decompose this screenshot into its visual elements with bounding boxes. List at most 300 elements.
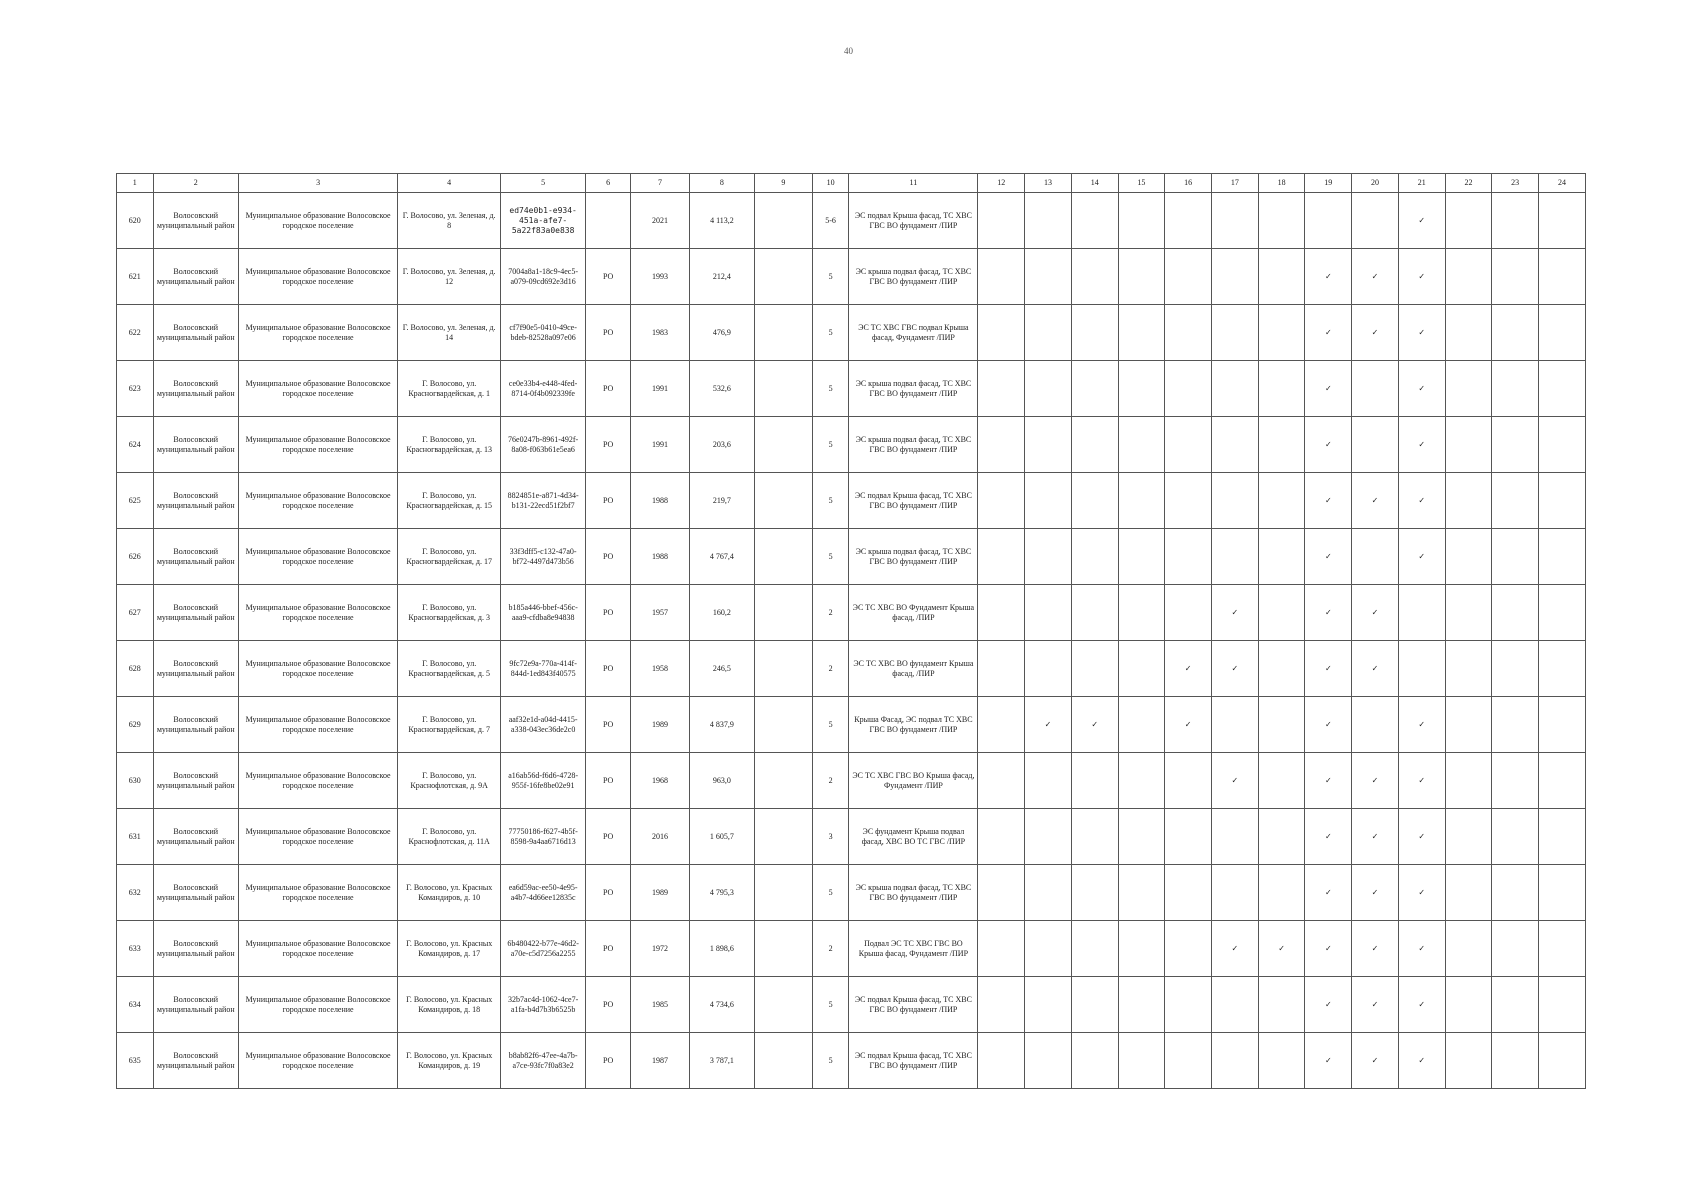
municipality-cell: Муниципальное образование Волосовское городское поселение [238,809,397,865]
empty-cell [1539,753,1586,809]
address-cell: Г. Волосово, ул. Красногвардейская, д. 3 [398,585,501,641]
municipality-cell: Муниципальное образование Волосовское городское поселение [238,865,397,921]
area-cell: 4 113,2 [689,193,754,249]
address-cell: Г. Волосово, ул. Красногвардейская, д. 15 [398,473,501,529]
guid-cell: 8824851e-a871-4d34-b131-22ecd51f2bf7 [500,473,585,529]
empty-cell [1258,585,1305,641]
municipality-cell: Муниципальное образование Волосовское городское поселение [238,361,397,417]
municipality-cell: Муниципальное образование Волосовское городское поселение [238,529,397,585]
empty-cell [1398,641,1445,697]
empty-cell [1492,305,1539,361]
empty-cell [1492,361,1539,417]
works-cell: ЭС ТС ХВС ГВС ВО Крыша фасад, Фундамент /ПИР [849,753,978,809]
empty-cell [1165,585,1212,641]
check-mark-icon: ✓ [1352,977,1399,1033]
empty-cell [1025,305,1072,361]
column-header: 2 [153,174,238,193]
works-cell: ЭС крыша подвал фасад, ТС ХВС ГВС ВО фундамент /ПИР [849,249,978,305]
guid-cell: 77750186-f627-4b5f-8598-9a4aa6716d13 [500,809,585,865]
floors-cell: 3 [812,809,849,865]
empty-cell [1539,697,1586,753]
empty-cell [1492,249,1539,305]
row-number: 620 [117,193,154,249]
empty-cell [754,809,812,865]
empty-cell [754,697,812,753]
empty-cell [1258,361,1305,417]
district-cell: Волосовский муниципальный район [153,865,238,921]
municipality-cell: Муниципальное образование Волосовское городское поселение [238,641,397,697]
floors-cell: 5 [812,977,849,1033]
works-cell: ЭС фундамент Крыша подвал фасад, ХВС ВО ТС ГВС /ПИР [849,809,978,865]
address-cell: Г. Волосово, ул. Красногвардейская, д. 13 [398,417,501,473]
district-cell: Волосовский муниципальный район [153,193,238,249]
empty-cell [1492,865,1539,921]
empty-cell [754,585,812,641]
empty-cell [1025,417,1072,473]
empty-cell [1352,529,1399,585]
year-cell: 1988 [630,529,689,585]
empty-cell [1071,1033,1118,1089]
check-mark-icon: ✓ [1352,641,1399,697]
empty-cell [1352,697,1399,753]
empty-cell [1071,361,1118,417]
check-mark-icon: ✓ [1025,697,1072,753]
empty-cell [1539,417,1586,473]
empty-cell [1071,585,1118,641]
empty-cell [1445,809,1492,865]
empty-cell [1539,249,1586,305]
empty-cell [1539,361,1586,417]
empty-cell [1118,1033,1165,1089]
column-header: 6 [586,174,631,193]
empty-cell [754,977,812,1033]
empty-cell [1118,193,1165,249]
empty-cell [1212,809,1259,865]
address-cell: Г. Волосово, ул. Красных Командиров, д. 10 [398,865,501,921]
district-cell: Волосовский муниципальный район [153,921,238,977]
guid-cell: 76e0247b-8961-492f-8a08-f063b61e5ea6 [500,417,585,473]
address-cell: Г. Волосово, ул. Красногвардейская, д. 5 [398,641,501,697]
empty-cell [1212,361,1259,417]
empty-cell [1071,417,1118,473]
column-header: 8 [689,174,754,193]
check-mark-icon: ✓ [1212,585,1259,641]
empty-cell [1445,921,1492,977]
empty-cell [1445,529,1492,585]
empty-cell [1445,193,1492,249]
check-mark-icon: ✓ [1305,529,1352,585]
table-row [117,193,1586,249]
check-mark-icon: ✓ [1258,921,1305,977]
empty-cell [978,529,1025,585]
check-mark-icon: ✓ [1398,361,1445,417]
empty-cell [1165,361,1212,417]
check-mark-icon: ✓ [1071,697,1118,753]
row-number: 624 [117,417,154,473]
empty-cell [1492,1033,1539,1089]
empty-cell [1071,921,1118,977]
year-cell: 1958 [630,641,689,697]
check-mark-icon: ✓ [1305,417,1352,473]
empty-cell [1025,977,1072,1033]
floors-cell: 5-6 [812,193,849,249]
check-mark-icon: ✓ [1212,921,1259,977]
municipality-cell: Муниципальное образование Волосовское городское поселение [238,977,397,1033]
empty-cell [1025,921,1072,977]
year-cell: 1989 [630,697,689,753]
floors-cell: 5 [812,697,849,753]
empty-cell [1352,193,1399,249]
check-mark-icon: ✓ [1352,1033,1399,1089]
empty-cell [1165,249,1212,305]
year-cell: 1968 [630,753,689,809]
empty-cell [1539,641,1586,697]
empty-cell [1071,529,1118,585]
empty-cell [978,249,1025,305]
type-cell: РО [586,753,631,809]
column-header: 22 [1445,174,1492,193]
empty-cell [1445,753,1492,809]
empty-cell [1492,921,1539,977]
works-cell: ЭС крыша подвал фасад, ТС ХВС ГВС ВО фундамент /ПИР [849,361,978,417]
column-header: 13 [1025,174,1072,193]
column-header: 14 [1071,174,1118,193]
empty-cell [1258,753,1305,809]
empty-cell [1445,641,1492,697]
type-cell [586,193,631,249]
check-mark-icon: ✓ [1398,921,1445,977]
empty-cell [978,753,1025,809]
area-cell: 212,4 [689,249,754,305]
municipality-cell: Муниципальное образование Волосовское городское поселение [238,697,397,753]
table-row [117,305,1586,361]
type-cell: РО [586,641,631,697]
empty-cell [1539,473,1586,529]
empty-cell [1258,697,1305,753]
empty-cell [1025,585,1072,641]
type-cell: РО [586,697,631,753]
empty-cell [1305,193,1352,249]
page-number: 40 [844,46,853,56]
empty-cell [1118,921,1165,977]
empty-cell [1118,305,1165,361]
municipality-cell: Муниципальное образование Волосовское городское поселение [238,249,397,305]
guid-cell: 9fc72e9a-770a-414f-844d-1ed843f40575 [500,641,585,697]
works-cell: ЭС крыша подвал фасад, ТС ХВС ГВС ВО фундамент /ПИР [849,417,978,473]
area-cell: 3 787,1 [689,1033,754,1089]
empty-cell [978,417,1025,473]
row-number: 622 [117,305,154,361]
row-number: 635 [117,1033,154,1089]
area-cell: 203,6 [689,417,754,473]
municipality-cell: Муниципальное образование Волосовское городское поселение [238,473,397,529]
empty-cell [1258,305,1305,361]
header-row [117,174,1586,193]
table-row [117,1033,1586,1089]
empty-cell [1118,753,1165,809]
table-row [117,697,1586,753]
column-header: 20 [1352,174,1399,193]
empty-cell [978,585,1025,641]
empty-cell [1212,529,1259,585]
empty-cell [754,193,812,249]
empty-cell [754,753,812,809]
empty-cell [1118,417,1165,473]
column-header: 12 [978,174,1025,193]
empty-cell [1445,865,1492,921]
year-cell: 2021 [630,193,689,249]
column-header: 11 [849,174,978,193]
check-mark-icon: ✓ [1305,1033,1352,1089]
table-row [117,249,1586,305]
check-mark-icon: ✓ [1398,193,1445,249]
empty-cell [978,473,1025,529]
empty-cell [1118,473,1165,529]
area-cell: 476,9 [689,305,754,361]
year-cell: 1991 [630,417,689,473]
empty-cell [1492,809,1539,865]
empty-cell [1492,641,1539,697]
empty-cell [1118,249,1165,305]
district-cell: Волосовский муниципальный район [153,641,238,697]
year-cell: 1957 [630,585,689,641]
type-cell: РО [586,361,631,417]
municipality-cell: Муниципальное образование Волосовское городское поселение [238,193,397,249]
empty-cell [1025,193,1072,249]
guid-cell: 32b7ac4d-1062-4ce7-a1fa-b4d7b3b6525b [500,977,585,1033]
empty-cell [1071,473,1118,529]
check-mark-icon: ✓ [1398,753,1445,809]
column-header: 17 [1212,174,1259,193]
check-mark-icon: ✓ [1352,305,1399,361]
table-row [117,361,1586,417]
row-number: 631 [117,809,154,865]
empty-cell [978,809,1025,865]
empty-cell [1118,585,1165,641]
area-cell: 160,2 [689,585,754,641]
address-cell: Г. Волосово, ул. Красногвардейская, д. 17 [398,529,501,585]
column-header: 16 [1165,174,1212,193]
address-cell: Г. Волосово, ул. Красных Командиров, д. 18 [398,977,501,1033]
table-body [117,193,1586,1089]
area-cell: 4 837,9 [689,697,754,753]
empty-cell [1025,473,1072,529]
check-mark-icon: ✓ [1352,585,1399,641]
empty-cell [1071,865,1118,921]
empty-cell [1258,1033,1305,1089]
district-cell: Волосовский муниципальный район [153,809,238,865]
check-mark-icon: ✓ [1352,865,1399,921]
empty-cell [1258,417,1305,473]
check-mark-icon: ✓ [1305,977,1352,1033]
address-cell: Г. Волосово, ул. Красногвардейская, д. 7 [398,697,501,753]
year-cell: 1972 [630,921,689,977]
floors-cell: 5 [812,473,849,529]
empty-cell [1212,865,1259,921]
table-row [117,473,1586,529]
type-cell: РО [586,529,631,585]
district-cell: Волосовский муниципальный район [153,305,238,361]
type-cell: РО [586,249,631,305]
address-cell: Г. Волосово, ул. Красных Командиров, д. 19 [398,1033,501,1089]
address-cell: Г. Волосово, ул. Красных Командиров, д. 17 [398,921,501,977]
check-mark-icon: ✓ [1352,809,1399,865]
check-mark-icon: ✓ [1398,1033,1445,1089]
empty-cell [1165,977,1212,1033]
empty-cell [1492,193,1539,249]
district-cell: Волосовский муниципальный район [153,473,238,529]
area-cell: 246,5 [689,641,754,697]
check-mark-icon: ✓ [1398,529,1445,585]
empty-cell [978,305,1025,361]
check-mark-icon: ✓ [1305,697,1352,753]
empty-cell [1165,1033,1212,1089]
table-row [117,921,1586,977]
column-header: 24 [1539,174,1586,193]
works-cell: ЭС подвал Крыша фасад, ТС ХВС ГВС ВО фундамент /ПИР [849,473,978,529]
guid-cell: ce0e33b4-e448-4fed-8714-0f4b092339fe [500,361,585,417]
empty-cell [1118,697,1165,753]
empty-cell [1398,585,1445,641]
check-mark-icon: ✓ [1352,753,1399,809]
empty-cell [1025,361,1072,417]
floors-cell: 5 [812,305,849,361]
district-cell: Волосовский муниципальный район [153,697,238,753]
check-mark-icon: ✓ [1352,921,1399,977]
area-cell: 219,7 [689,473,754,529]
empty-cell [1025,809,1072,865]
check-mark-icon: ✓ [1165,697,1212,753]
empty-cell [1165,193,1212,249]
works-cell: ЭС ТС ХВС ГВС подвал Крыша фасад, Фундамент /ПИР [849,305,978,361]
empty-cell [1445,417,1492,473]
address-cell: Г. Волосово, ул. Зеленая, д. 12 [398,249,501,305]
area-cell: 532,6 [689,361,754,417]
empty-cell [1445,697,1492,753]
empty-cell [1258,529,1305,585]
empty-cell [1258,249,1305,305]
row-number: 633 [117,921,154,977]
guid-cell: a16ab56d-f6d6-4728-955f-16fe8be02e91 [500,753,585,809]
check-mark-icon: ✓ [1305,473,1352,529]
check-mark-icon: ✓ [1398,473,1445,529]
works-cell: ЭС крыша подвал фасад, ТС ХВС ГВС ВО фундамент /ПИР [849,529,978,585]
address-cell: Г. Волосово, ул. Краснофлотская, д. 11А [398,809,501,865]
works-cell: ЭС подвал Крыша фасад, ТС ХВС ГВС ВО фундамент /ПИР [849,1033,978,1089]
works-cell: Крыша Фасад, ЭС подвал ТС ХВС ГВС ВО фундамент /ПИР [849,697,978,753]
municipality-cell: Муниципальное образование Волосовское городское поселение [238,417,397,473]
check-mark-icon: ✓ [1305,809,1352,865]
empty-cell [1539,977,1586,1033]
empty-cell [1492,585,1539,641]
type-cell: РО [586,809,631,865]
empty-cell [754,1033,812,1089]
empty-cell [978,977,1025,1033]
empty-cell [1539,305,1586,361]
table-row [117,753,1586,809]
area-cell: 1 605,7 [689,809,754,865]
empty-cell [1539,585,1586,641]
row-number: 626 [117,529,154,585]
empty-cell [1492,977,1539,1033]
check-mark-icon: ✓ [1398,305,1445,361]
empty-cell [1165,417,1212,473]
empty-cell [1492,417,1539,473]
empty-cell [1258,865,1305,921]
municipality-cell: Муниципальное образование Волосовское городское поселение [238,1033,397,1089]
empty-cell [1539,921,1586,977]
year-cell: 1993 [630,249,689,305]
type-cell: РО [586,473,631,529]
district-cell: Волосовский муниципальный район [153,753,238,809]
year-cell: 1988 [630,473,689,529]
empty-cell [1212,1033,1259,1089]
empty-cell [1445,977,1492,1033]
empty-cell [1539,193,1586,249]
empty-cell [1258,977,1305,1033]
check-mark-icon: ✓ [1305,249,1352,305]
address-cell: Г. Волосово, ул. Зеленая, д. 8 [398,193,501,249]
type-cell: РО [586,865,631,921]
empty-cell [1165,305,1212,361]
check-mark-icon: ✓ [1398,977,1445,1033]
empty-cell [754,473,812,529]
area-cell: 4 767,4 [689,529,754,585]
empty-cell [1445,249,1492,305]
empty-cell [978,641,1025,697]
empty-cell [1118,529,1165,585]
empty-cell [1118,641,1165,697]
column-header: 3 [238,174,397,193]
empty-cell [1212,977,1259,1033]
district-cell: Волосовский муниципальный район [153,249,238,305]
empty-cell [1539,865,1586,921]
empty-cell [1492,529,1539,585]
municipality-cell: Муниципальное образование Волосовское городское поселение [238,921,397,977]
empty-cell [1539,1033,1586,1089]
empty-cell [1025,249,1072,305]
empty-cell [1212,417,1259,473]
empty-cell [754,529,812,585]
column-header: 18 [1258,174,1305,193]
year-cell: 1987 [630,1033,689,1089]
works-cell: Подвал ЭС ТС ХВС ГВС ВО Крыша фасад, Фундамент /ПИР [849,921,978,977]
floors-cell: 2 [812,585,849,641]
guid-cell: 6b480422-b77e-46d2-a70e-c5d7256a2255 [500,921,585,977]
type-cell: РО [586,305,631,361]
empty-cell [978,921,1025,977]
guid-cell: aaf32e1d-a04d-4415-a338-043ec36de2c0 [500,697,585,753]
empty-cell [1258,641,1305,697]
table-row [117,417,1586,473]
check-mark-icon: ✓ [1398,249,1445,305]
guid-cell: b8ab82f6-47ee-4a7b-a7ce-93fc7f0a83e2 [500,1033,585,1089]
empty-cell [1492,697,1539,753]
table-row [117,977,1586,1033]
table-row [117,529,1586,585]
floors-cell: 2 [812,921,849,977]
guid-cell: 33f3dff5-c132-47a0-bf72-4497d473b56 [500,529,585,585]
table-row [117,865,1586,921]
empty-cell [1445,305,1492,361]
check-mark-icon: ✓ [1398,809,1445,865]
empty-cell [754,865,812,921]
empty-cell [1165,865,1212,921]
check-mark-icon: ✓ [1305,753,1352,809]
municipality-cell: Муниципальное образование Волосовское городское поселение [238,585,397,641]
empty-cell [1071,977,1118,1033]
column-header: 19 [1305,174,1352,193]
